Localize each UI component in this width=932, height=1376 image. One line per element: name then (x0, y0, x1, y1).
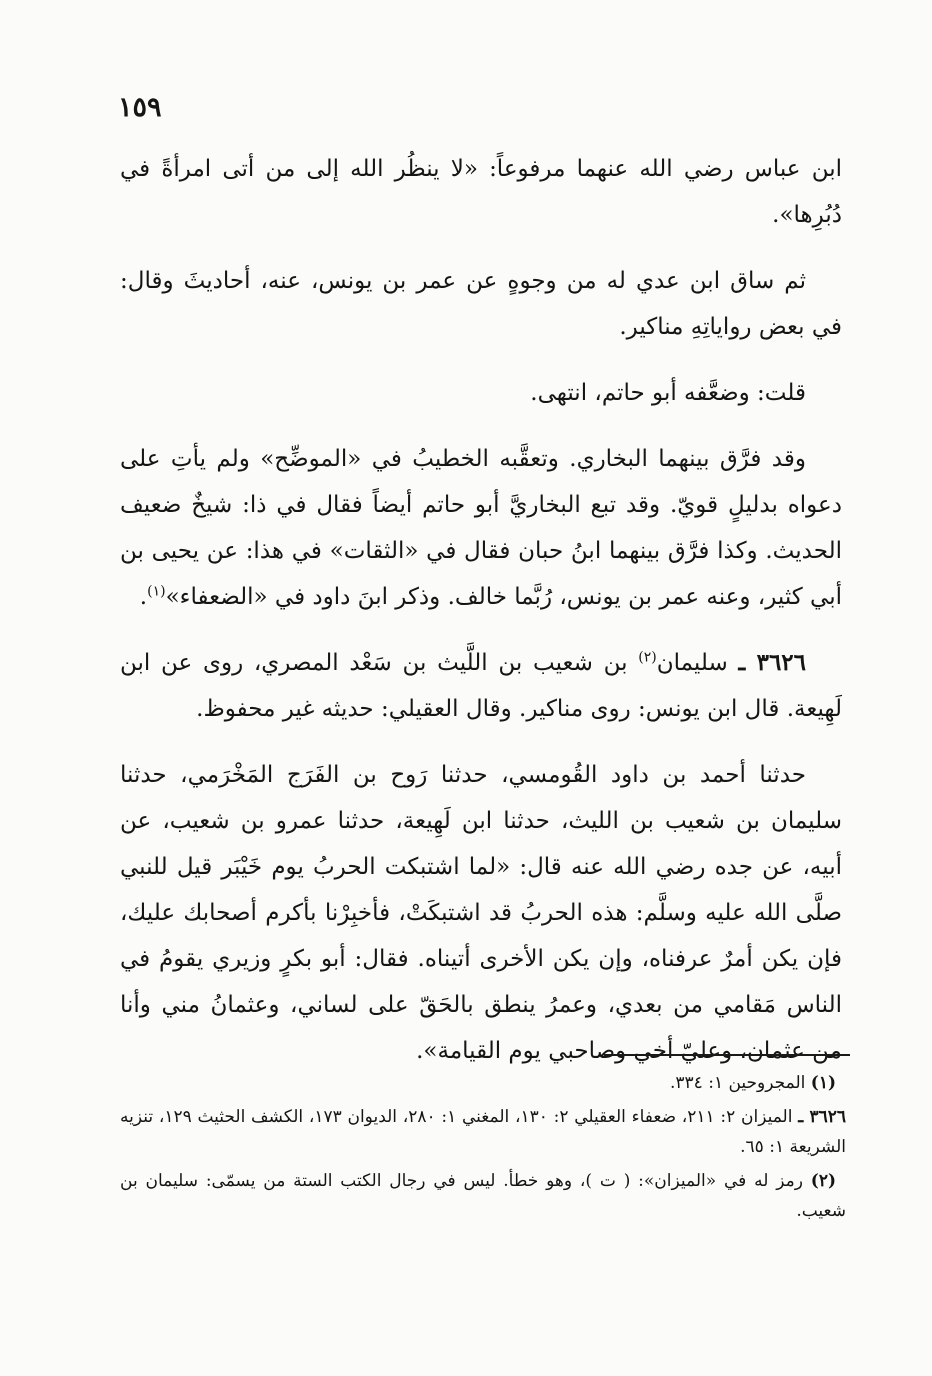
entry-text: بن شعيب بن اللَّيث بن سَعْد المصري، روى عن ابن لَهِيعة. قال ابن يونس: روى مناكير. وقال العقيلي: حديثه غير محفوظ. (120, 650, 842, 722)
paragraph-2: ثم ساق ابن عدي له من وجوهٍ عن عمر بن يونس، عنه، أحاديثَ وقال: في بعض رواياتِهِ مناكير. (120, 268, 842, 340)
paragraph-4-end: . (139, 584, 148, 610)
footnote-entry (120, 1102, 846, 1162)
footnote-text: المجروحين ١: ٣٣٤. (669, 1073, 806, 1093)
entry-name: سليمان (656, 650, 728, 676)
footnote-number: ٣٦٢٦ ـ (798, 1107, 846, 1127)
footnote-ref-2: (٢) (638, 649, 657, 666)
footnote-text: الميزان ٢: ٢١١، ضعفاء العقيلي ٢: ١٣٠، المغني ١: ٢٨٠، الديوان ١٧٣، الكشف الحثيث ١٢٩، تنزيه الشريعة ١: ٦٥. (120, 1107, 846, 1157)
paragraph-4-text: وقد فرَّق بينهما البخاري. وتعقَّبه الخطيبُ في «الموضِّح» ولم يأتِ على دعواه بدليلٍ قويّ. وقد تبع البخاريَّ أبو حاتم أيضاً فقال في ذا: شيخٌ ضعيف الحديث. وكذا فرَّق بينهما ابنُ حبان فقال في «الثقات» في هذا: عن يحيى بن أبي كثير، وعنه عمر بن يونس، رُبَّما خالف. وذكر ابنَ داود في «الضعفاء» (120, 446, 842, 610)
page-number: ١٥٩ (118, 92, 162, 123)
entry-paragraph (120, 640, 842, 732)
paragraph-3: قلت: وضعَّفه أبو حاتم، انتهى. (530, 380, 806, 406)
footnote-1 (120, 1068, 846, 1098)
entry-number: ٣٦٢٦ ـ (738, 649, 807, 676)
footnote-ref-1: (١) (147, 583, 166, 600)
footnote-text: رمز له في «الميزان»: ( ت )، وهو خطأ. ليس في رجال الكتب الستة من يسمّى: سليمان بن شعيب. (120, 1171, 846, 1221)
paragraph-1: ابن عباس رضي الله عنهما مرفوعاً: «لا ينظُر الله إلى من أتى امرأةً في دُبُرِها». (120, 156, 842, 228)
hadith-paragraph: حدثنا أحمد بن داود القُومسي، حدثنا رَوح بن الفَرَج المَخْرَمي، حدثنا سليمان بن شعيب بن الليث، حدثنا ابن لَهِيعة، حدثنا عمرو بن شعيب، عن أبيه، عن جده رضي الله عنه قال: «لما اشتبكت الحربُ يوم خَيْبَر قيل للنبي صلَّى الله عليه وسلَّم: هذه الحربُ قد اشتبكَتْ، فأخبِرْنا بأكرم أصحابك عليك، فإن يكن أمرٌ عرفناه، وإن يكن الأخرى أتيناه. فقال: أبو بكرٍ وزيري يقومُ في الناس مَقامي من بعدي، وعمرُ ينطق بالحَقّ على لساني، وعثمانُ مني وأنا من عثمان، وعليّ أخي وصاحبي يوم القيامة». (120, 762, 842, 1064)
footnote-number: (١) (810, 1073, 836, 1093)
paragraph-4 (120, 436, 842, 620)
footnote-number: (٢) (810, 1171, 837, 1191)
footnotes (120, 1068, 846, 1230)
main-text (120, 146, 842, 1094)
footnote-divider (604, 1054, 850, 1056)
footnote-2 (120, 1166, 846, 1226)
